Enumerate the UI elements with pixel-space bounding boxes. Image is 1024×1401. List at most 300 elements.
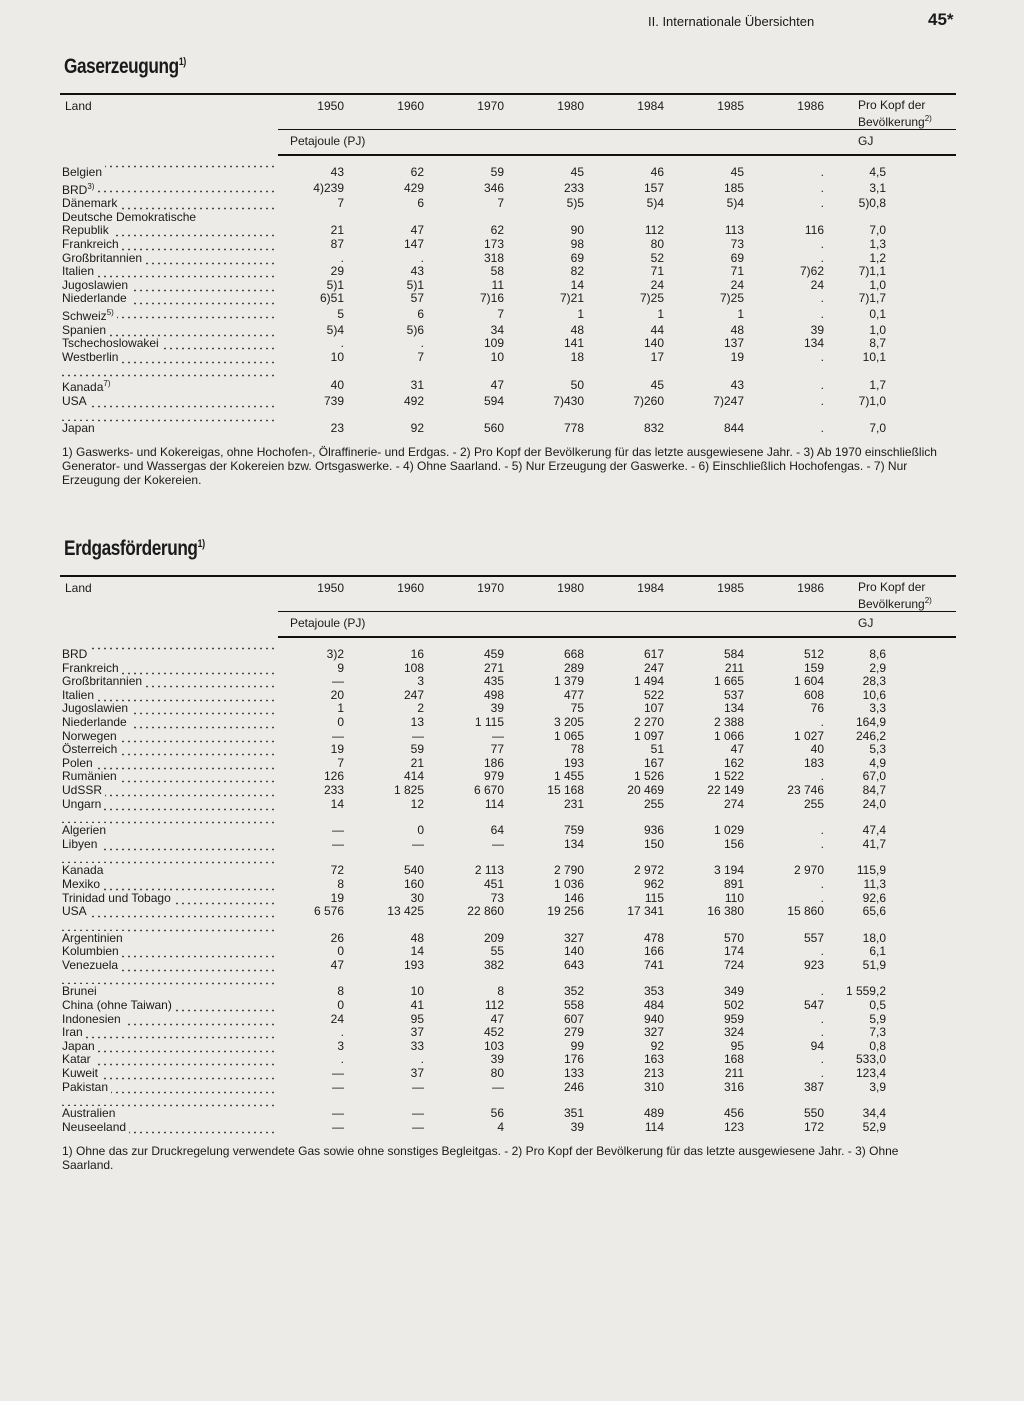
cell-value: 1 825 (393, 782, 424, 797)
cell-value: 594 (483, 393, 504, 408)
table-row (60, 675, 956, 689)
cell-value: 550 (803, 1106, 824, 1121)
per-head-footnote-mark: 2) (924, 114, 932, 123)
table-row (60, 905, 956, 919)
country-label: Großbritannien (62, 251, 143, 265)
cell-value: 73 (490, 890, 504, 905)
cell-land (60, 838, 278, 852)
cell-per-head: 123,4 (855, 1066, 886, 1081)
cell-value: 489 (643, 1106, 664, 1121)
cell-value: 107 (643, 701, 664, 716)
table-row (60, 1040, 956, 1054)
cell-value: 5)5 (566, 196, 584, 211)
cell-value: — (332, 836, 344, 851)
cell-value: . (820, 769, 824, 784)
country-name (62, 798, 104, 811)
cell-value: 2 790 (553, 863, 584, 878)
country-label: Neuseeland (62, 1120, 127, 1134)
cell-value: 114 (644, 1119, 664, 1134)
cell-value: — (412, 1119, 424, 1134)
cell-value: 1 455 (553, 769, 584, 784)
header-year: 1970 (438, 576, 518, 612)
cell-land (60, 324, 278, 338)
header-land: Land (60, 94, 278, 155)
cell-value: 3 (337, 1038, 344, 1053)
cell-value: 18 (570, 349, 584, 364)
table-row (60, 716, 956, 730)
cell-value: 7)25 (639, 291, 664, 306)
country-label: Dänemark (62, 197, 118, 211)
country-label: Belgien (62, 164, 103, 179)
cell-value: 162 (723, 755, 744, 770)
country-label: Libyen (62, 837, 98, 851)
header-per-head (838, 576, 956, 612)
cell-value: 6)51 (319, 291, 344, 306)
cell-value: — (412, 836, 424, 851)
cell-value: . (340, 1025, 344, 1040)
country-name (62, 224, 112, 237)
country-label: Ungarn (62, 797, 102, 811)
cell-value: 435 (483, 674, 504, 689)
country-name (62, 757, 96, 770)
country-label: Jugoslawien (62, 702, 129, 716)
cell-value: 174 (723, 944, 744, 959)
cell-value: 33 (410, 1038, 424, 1053)
cell-value: 962 (643, 876, 664, 891)
cell-value: 10 (330, 349, 344, 364)
table-row (60, 1053, 956, 1067)
cell-value: 643 (563, 957, 584, 972)
per-head-line1: Pro Kopf der (858, 98, 926, 112)
header-unit: Petajoule (PJ) (278, 612, 838, 638)
country-name (62, 984, 100, 998)
cell-per-head: 7)1,1 (858, 264, 886, 279)
country-label: Indonesien (62, 1012, 121, 1026)
cell-value: 108 (403, 660, 424, 675)
country-name (62, 197, 120, 210)
table-row (60, 395, 956, 409)
cell-per-head: 6,1 (869, 944, 886, 959)
cell-value: 115 (644, 890, 664, 905)
cell-per-head: 0,1 (869, 306, 886, 321)
cell-value: 19 (330, 890, 344, 905)
cell-value: 185 (723, 180, 744, 195)
country-name (62, 662, 122, 675)
cell-value: 133 (563, 1066, 584, 1081)
cell-per-head: 67,0 (862, 769, 886, 784)
country-name (62, 183, 97, 197)
section-erdgasfoerderung (60, 537, 956, 1172)
cell-value: 21 (330, 223, 344, 238)
section-title-text: Erdgasförderung (64, 537, 198, 560)
country-name (62, 823, 109, 837)
cell-value: — (492, 1079, 504, 1094)
country-label: Kuweit (62, 1067, 99, 1081)
country-label: Algerien (62, 823, 107, 838)
cell-value: 382 (483, 957, 504, 972)
table-row (60, 1094, 956, 1121)
cell-value: 274 (723, 796, 744, 811)
cell-value (518, 211, 598, 225)
cell-land (60, 197, 278, 211)
cell-value: 2 388 (713, 714, 744, 729)
cell-value: 134 (723, 701, 744, 716)
cell-per-head: 5)0,8 (858, 196, 886, 211)
cell-value: 90 (570, 223, 584, 238)
cell-value: — (332, 1066, 344, 1081)
cell-land (60, 155, 278, 180)
section-title-text: Gaserzeugung (64, 55, 179, 78)
country-name (62, 1040, 98, 1053)
cell-value: 560 (483, 420, 504, 435)
country-label: Österreich (62, 743, 118, 757)
cell-value: 167 (643, 755, 664, 770)
cell-value: 6 576 (313, 904, 344, 919)
cell-value: 459 (483, 647, 504, 661)
table-row (60, 757, 956, 771)
cell-land (60, 730, 278, 744)
title-footnote-mark: 1) (178, 56, 186, 68)
cell-value: 157 (643, 180, 664, 195)
cell-value: 47 (410, 223, 424, 238)
cell-value: 13 425 (387, 904, 424, 919)
cell-value: 211 (724, 1066, 744, 1081)
country-label: Frankreich (62, 661, 119, 675)
cell-value: 8 (337, 876, 344, 891)
cell-value: 7)260 (633, 393, 664, 408)
cell-value: 959 (723, 1011, 744, 1026)
cell-value: . (820, 890, 824, 905)
cell-value: 47 (330, 957, 344, 972)
cell-value: 668 (563, 647, 584, 661)
country-name (62, 689, 97, 702)
cell-per-head: 34,4 (862, 1106, 886, 1121)
country-name (62, 730, 120, 743)
footnote-mark: 5) (106, 307, 114, 317)
cell-value: 71 (730, 264, 744, 279)
cell-value: 0 (337, 944, 344, 959)
cell-value: 231 (563, 796, 584, 811)
country-label: Republik (62, 224, 109, 238)
cell-value: 3 205 (553, 714, 584, 729)
cell-per-head: 84,7 (862, 782, 886, 797)
country-name (62, 878, 103, 891)
table-row (60, 324, 956, 338)
header-year: 1984 (598, 576, 678, 612)
cell-value: . (820, 196, 824, 211)
cell-value: 43 (330, 165, 344, 179)
country-label: Italien (62, 265, 95, 279)
cell-value: 40 (810, 742, 824, 757)
cell-value: 183 (803, 755, 824, 770)
header-year: 1985 (678, 94, 758, 130)
footnotes: 1) Gaswerks- und Kokereigas, ohne Hochofen-, Ölraffinerie- und Erdgas. - 2) Pro Kopf der Bevölkerung für das letzte ausgewiesene Jahr. - 3) Ab 1970 einschließlich Generator- und Wassergas der Kokereien bzw. Ortsgaswerke. - 4) Ohne Saarland. - 5) Nur Erzeugung der Gaswerke. - 6) Einschließlich Hochofengas. - 7) Nur Erzeugung der Kokereien. (62, 445, 937, 488)
cell-land (60, 892, 278, 906)
cell-value: 1 036 (553, 876, 584, 891)
cell-value: 39 (490, 701, 504, 716)
cell-per-head: 10,1 (862, 349, 886, 364)
cell-value: 20 469 (627, 782, 664, 797)
country-label: Niederlande (62, 292, 127, 306)
cell-value: 211 (724, 660, 744, 675)
cell-value: 58 (490, 264, 504, 279)
country-name (62, 784, 105, 797)
cell-value: 3 (417, 674, 424, 689)
cell-land (60, 279, 278, 293)
cell-value: . (820, 876, 824, 891)
cell-land (60, 1081, 278, 1095)
cell-value: 75 (570, 701, 584, 716)
cell-value: 113 (724, 223, 744, 238)
cell-value: 30 (410, 890, 424, 905)
cell-per-head: 1,2 (869, 250, 886, 265)
cell-per-head: 3,9 (869, 1079, 886, 1094)
country-name (62, 675, 145, 688)
cell-value: 724 (723, 957, 744, 972)
cell-per-head: 2,9 (869, 660, 886, 675)
cell-value: 173 (483, 236, 504, 251)
cell-per-head: 4,5 (869, 165, 886, 179)
cell-value: 351 (563, 1106, 584, 1121)
cell-per-head: 7)1,7 (858, 291, 886, 306)
cell-value: 3)2 (326, 647, 344, 661)
cell-value: 233 (563, 180, 584, 195)
cell-value: 69 (730, 250, 744, 265)
cell-value: 7 (337, 755, 344, 770)
cell-value: 48 (570, 322, 584, 337)
table-row (60, 252, 956, 266)
cell-value: 0 (337, 714, 344, 729)
table-row (60, 811, 956, 838)
cell-value: . (820, 420, 824, 435)
cell-per-head: 3,3 (869, 701, 886, 716)
cell-value: 1 665 (713, 674, 744, 689)
cell-value: . (340, 250, 344, 265)
cell-land (60, 637, 278, 662)
cell-value: 1 (657, 306, 664, 321)
cell-value: 502 (723, 998, 744, 1013)
cell-value: 92 (410, 420, 424, 435)
cell-value: 80 (490, 1066, 504, 1081)
country-name (62, 292, 130, 305)
cell-value: 246 (563, 1079, 584, 1094)
cell-value: 1 027 (793, 728, 824, 743)
country-name (62, 959, 121, 972)
cell-land (60, 395, 278, 409)
cell-value: 98 (570, 236, 584, 251)
cell-value: 19 (330, 742, 344, 757)
cell-value: . (420, 336, 424, 351)
country-name (62, 1013, 124, 1026)
cell-value: 0 (337, 998, 344, 1013)
table-row (60, 892, 956, 906)
country-label: Argentinien (62, 930, 123, 945)
cell-value: 11 (491, 277, 504, 292)
cell-value: 247 (403, 687, 424, 702)
cell-value: 34 (490, 322, 504, 337)
cell-per-head (838, 211, 956, 225)
cell-value: 17 341 (627, 904, 664, 919)
cell-value: 7)25 (719, 291, 744, 306)
cell-per-head: 8,6 (869, 647, 886, 661)
section-gaserzeugung (60, 55, 956, 487)
cell-value: 150 (643, 836, 664, 851)
cell-value: — (412, 728, 424, 743)
cell-value: 537 (723, 687, 744, 702)
cell-value: 1 494 (633, 674, 664, 689)
cell-value: 1 604 (793, 674, 824, 689)
cell-value: 24 (730, 277, 744, 292)
cell-value: 95 (410, 1011, 424, 1026)
cell-value: 193 (403, 957, 424, 972)
cell-value: 12 (410, 796, 424, 811)
cell-value: 477 (563, 687, 584, 702)
country-name (62, 265, 97, 278)
cell-value: 16 (410, 647, 424, 661)
table-row (60, 689, 956, 703)
cell-value: 77 (490, 742, 504, 757)
cell-per-head: 5,3 (869, 742, 886, 757)
cell-value: 310 (643, 1079, 664, 1094)
table-row (60, 743, 956, 757)
cell-land (60, 689, 278, 703)
footnotes: 1) Ohne das zur Druckregelung verwendete Gas sowie ohne sonstiges Begleitgas. - 2) Pro Kopf der Bevölkerung für das letzte ausgewiesene Jahr. - 3) Ohne Saarland. (62, 1144, 899, 1173)
cell-value: . (820, 393, 824, 408)
cell-per-head: 52,9 (862, 1119, 886, 1134)
cell-per-head: 3,1 (869, 180, 886, 195)
cell-value: 48 (730, 322, 744, 337)
cell-value: 498 (483, 687, 504, 702)
country-label: USA (62, 905, 87, 919)
cell-per-head: 533,0 (855, 1052, 886, 1067)
cell-value: 6 (417, 196, 424, 211)
cell-value: 5)1 (326, 277, 344, 292)
table-row (60, 972, 956, 999)
country-name (62, 892, 174, 905)
cell-value: 5)4 (646, 196, 664, 211)
cell-value: 255 (643, 796, 664, 811)
cell-value: 21 (410, 755, 424, 770)
header-year: 1950 (278, 94, 358, 130)
cell-value: 414 (403, 769, 424, 784)
per-head-line2: Bevölkerung (858, 597, 925, 611)
cell-value: 45 (570, 165, 584, 179)
table-row (60, 1067, 956, 1081)
cell-per-head: 164,9 (855, 714, 886, 729)
cell-value: 19 (730, 349, 744, 364)
cell-per-head: 11,3 (863, 876, 886, 891)
country-name (62, 1121, 129, 1134)
cell-land (60, 959, 278, 973)
cell-value: 123 (723, 1119, 744, 1134)
cell-value: 69 (570, 250, 584, 265)
country-name (62, 324, 109, 337)
cell-value: 832 (643, 420, 664, 435)
cell-value: 114 (484, 796, 504, 811)
cell-value: 484 (643, 998, 664, 1013)
gas-table (60, 93, 956, 435)
cell-value: 23 746 (787, 782, 824, 797)
cell-value: 92 (650, 1038, 664, 1053)
page-number: 45* (928, 10, 954, 29)
country-name (62, 211, 199, 224)
country-name (62, 999, 175, 1012)
cell-value: 5)6 (406, 322, 424, 337)
cell-value: 140 (563, 944, 584, 959)
footnote-mark: 3) (87, 181, 95, 191)
cell-value: 2 970 (793, 863, 824, 878)
cell-value: 134 (563, 836, 584, 851)
country-name (62, 770, 120, 783)
cell-value: 327 (563, 930, 584, 945)
country-name (62, 647, 90, 661)
cell-value (358, 211, 438, 225)
cell-value: 15 860 (787, 904, 824, 919)
cell-value: . (340, 1052, 344, 1067)
footnote-mark: 7) (103, 379, 111, 389)
cell-value: 584 (723, 647, 744, 661)
cell-value: 8 (337, 984, 344, 999)
cell-value: 570 (723, 930, 744, 945)
cell-per-head: 28,3 (862, 674, 886, 689)
cell-value: 76 (810, 701, 824, 716)
cell-land (60, 364, 278, 395)
cell-value: 112 (644, 223, 664, 238)
cell-value: . (820, 984, 824, 999)
cell-per-head: 51,9 (862, 957, 886, 972)
cell-value: 522 (643, 687, 664, 702)
country-label: Westberlin (62, 350, 119, 364)
cell-value: 271 (483, 660, 504, 675)
cell-value: 146 (563, 890, 584, 905)
cell-value: 26 (330, 930, 344, 945)
cell-value: 4)239 (313, 180, 344, 195)
cell-value: 759 (563, 823, 584, 838)
cell-land (60, 351, 278, 365)
table-row (60, 878, 956, 892)
cell-value: 134 (803, 336, 824, 351)
cell-value: 1 (577, 306, 584, 321)
header-year: 1985 (678, 576, 758, 612)
table-row (60, 224, 956, 238)
cell-value: 7)430 (553, 393, 584, 408)
cell-value: 10 (490, 349, 504, 364)
cell-value: 52 (650, 250, 664, 265)
cell-value: 56 (490, 1106, 504, 1121)
cell-value: 741 (643, 957, 664, 972)
cell-value: 147 (403, 236, 424, 251)
erdgas-table (60, 575, 956, 1134)
cell-value: 7)21 (559, 291, 584, 306)
cell-value: — (332, 728, 344, 743)
cell-value: 7 (497, 196, 504, 211)
cell-per-head: 18,0 (862, 930, 886, 945)
cell-land (60, 770, 278, 784)
cell-value: 316 (723, 1079, 744, 1094)
cell-value: 16 380 (707, 904, 744, 919)
cell-value: 940 (643, 1011, 664, 1026)
cell-land (60, 252, 278, 266)
country-name (62, 421, 98, 435)
country-name (62, 238, 122, 251)
cell-value: 452 (483, 1025, 504, 1040)
country-name (62, 309, 117, 323)
cell-value: 213 (643, 1066, 664, 1081)
cell-value: 547 (803, 998, 824, 1013)
header-unit-gj: GJ (838, 130, 956, 156)
cell-value: 37 (410, 1025, 424, 1040)
table-row (60, 1013, 956, 1027)
